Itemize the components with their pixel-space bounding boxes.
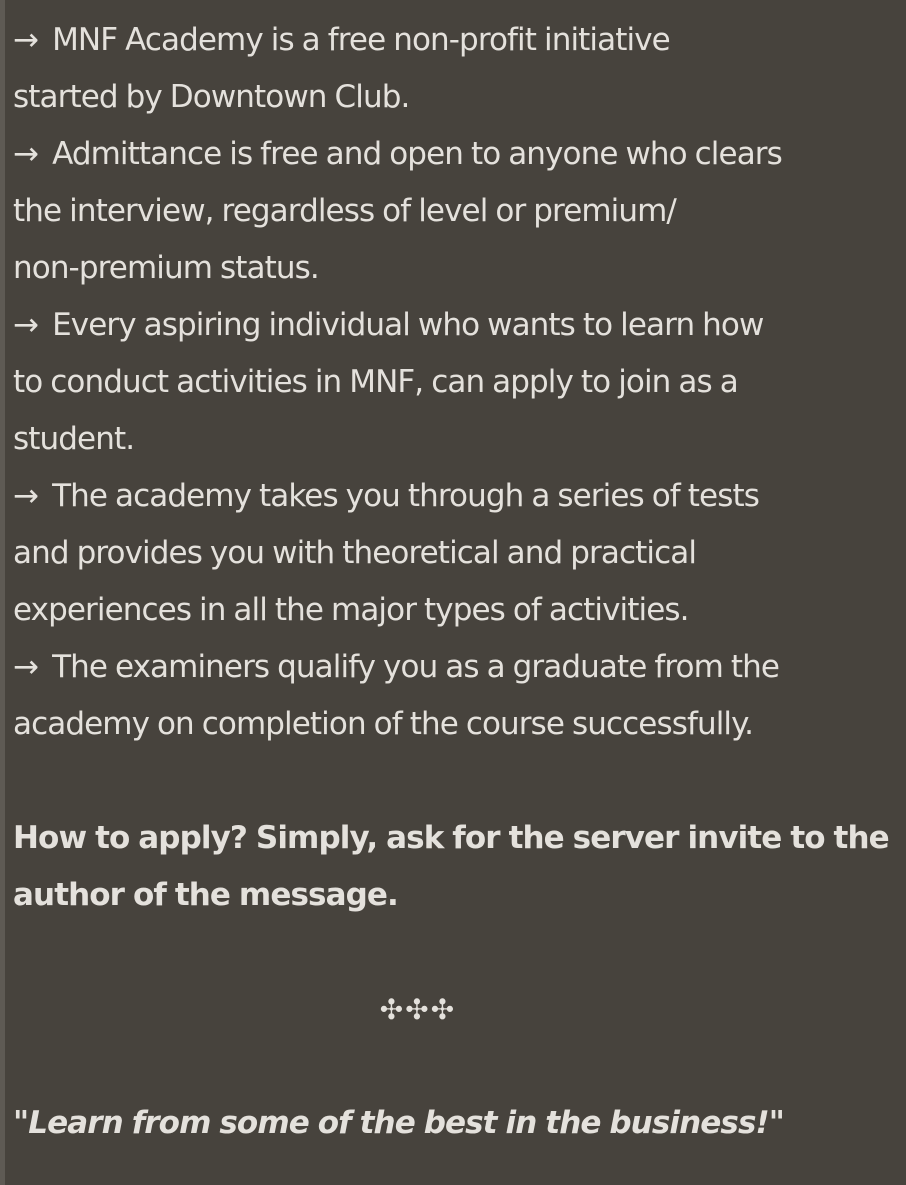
bullet-line: started by Downtown Club.	[13, 79, 410, 115]
arrow-icon: →	[13, 307, 39, 343]
bullet-line	[13, 468, 905, 525]
how-to-apply	[13, 810, 905, 924]
bullet-line: academy on completion of the course successfully.	[13, 706, 754, 742]
bullet-line	[13, 126, 905, 183]
bullet-text: Admittance is free and open to anyone who clears	[52, 136, 782, 172]
blank-line	[13, 753, 905, 810]
arrow-icon: →	[13, 136, 39, 172]
bullet-item	[13, 468, 905, 639]
bullet-text: The academy takes you through a series of tests	[52, 478, 759, 514]
message-content	[13, 12, 905, 1152]
bullet-line: to conduct activities in MNF, can apply to join as a	[13, 364, 738, 400]
bullet-line: and provides you with theoretical and practical	[13, 535, 697, 571]
bullet-line	[13, 12, 905, 69]
quote-text: "Learn from some of the best in the business!"	[13, 1105, 785, 1141]
arrow-icon: →	[13, 649, 39, 685]
arrow-icon: →	[13, 22, 39, 58]
bullet-item	[13, 12, 905, 126]
bullet-line: experiences in all the major types of activities.	[13, 592, 689, 628]
bullet-item	[13, 639, 905, 753]
bullet-line: non-premium status.	[13, 250, 319, 286]
bullet-item	[13, 126, 905, 297]
cta-line: How to apply? Simply, ask for the server invite to the	[13, 820, 889, 856]
bullet-line	[13, 639, 905, 696]
bullet-item	[13, 297, 905, 468]
bullet-text: The examiners qualify you as a graduate from the	[52, 649, 780, 685]
bullet-text: MNF Academy is a free non-profit initiative	[52, 22, 670, 58]
cta-line: author of the message.	[13, 877, 398, 913]
arrow-icon: →	[13, 478, 39, 514]
bullet-line: the interview, regardless of level or premium/	[13, 193, 676, 229]
bullet-line: student.	[13, 421, 135, 457]
bullet-line	[13, 297, 905, 354]
bullet-text: Every aspiring individual who wants to learn how	[52, 307, 764, 343]
ornament-divider-icon: ✣✣✣	[379, 993, 457, 1026]
